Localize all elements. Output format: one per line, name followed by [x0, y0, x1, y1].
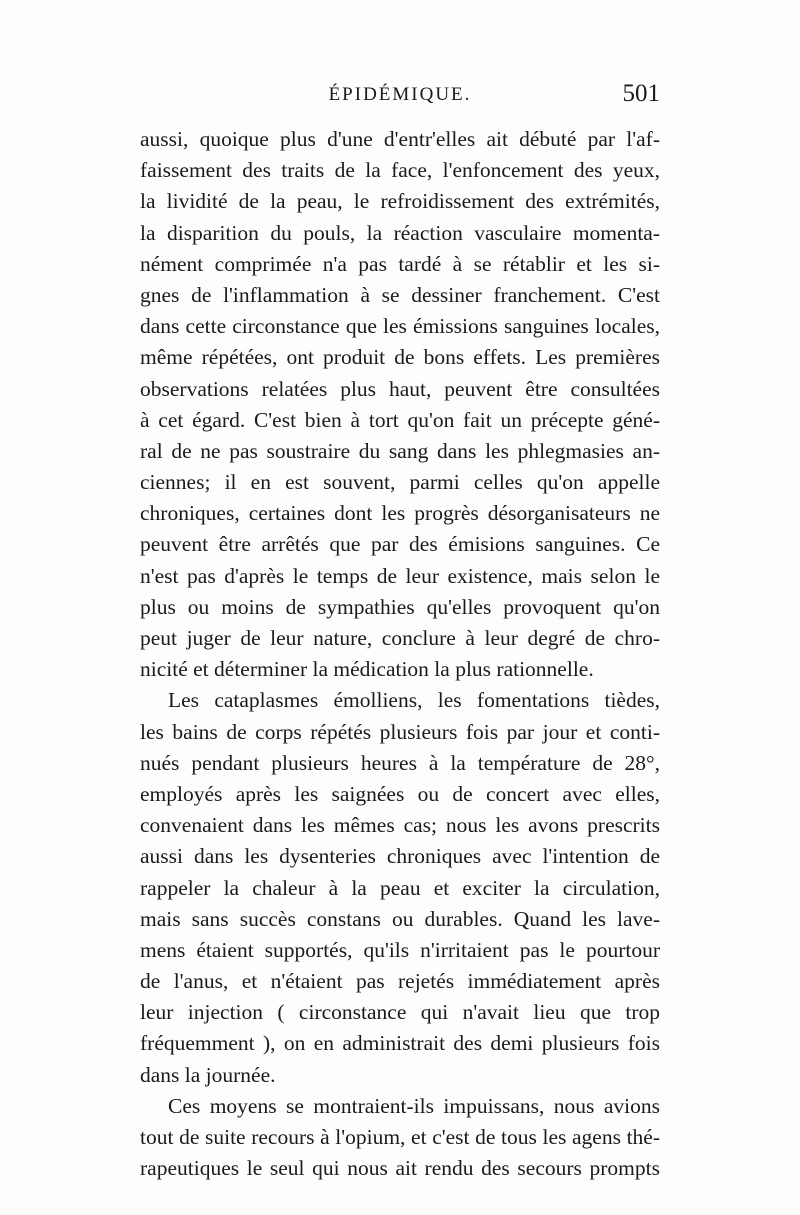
text-line: aussi dans les dysenteries chroniques avec l'intention de: [140, 844, 660, 869]
text-line: Les cataplasmes émolliens, les fomentations tièdes,: [168, 688, 660, 713]
paragraph-3: [140, 1091, 660, 1185]
text-line: Ces moyens se montraient-ils impuissans, nous avions: [168, 1093, 660, 1118]
text-line: nément comprimée n'a pas tardé à se rétablir et les si-: [140, 251, 660, 276]
text-line: mens étaient supportés, qu'ils n'irritaient pas le pourtour: [140, 937, 660, 962]
text-line: chroniques, certaines dont les progrès désorganisateurs ne: [140, 501, 660, 526]
text-line: même répétées, ont produit de bons effets. Les premières: [140, 345, 660, 370]
paragraph-1: [140, 124, 660, 685]
text-line: plus ou moins de sympathies qu'elles provoquent qu'on: [140, 594, 660, 619]
running-title: ÉPIDÉMIQUE.: [328, 84, 472, 105]
text-line: rapeutiques le seul qui nous ait rendu des secours prompts: [140, 1156, 660, 1181]
text-line: dans cette circonstance que les émissions sanguines locales,: [140, 314, 660, 339]
text-line: dans la journée.: [140, 1062, 276, 1087]
text-line: faissement des traits de la face, l'enfoncement des yeux,: [140, 158, 660, 183]
body-text: [140, 124, 660, 1184]
text-line: de l'anus, et n'étaient pas rejetés immédiatement après: [140, 969, 660, 994]
text-line: à cet égard. C'est bien à tort qu'on fait un précepte géné-: [140, 407, 660, 432]
text-line: nicité et déterminer la médication la plus rationnelle.: [140, 657, 594, 682]
text-line: gnes de l'inflammation à se dessiner franchement. C'est: [140, 282, 660, 307]
page-number: 501: [622, 80, 660, 107]
text-line: employés après les saignées ou de concert avec elles,: [140, 781, 660, 806]
text-line: nués pendant plusieurs heures à la température de 28°,: [140, 750, 660, 775]
text-line: n'est pas d'après le temps de leur existence, mais selon le: [140, 563, 660, 588]
text-line: leur injection ( circonstance qui n'avait lieu que trop: [140, 1000, 660, 1025]
text-line: ciennes; il en est souvent, parmi celles qu'on appelle: [140, 470, 660, 495]
text-line: les bains de corps répétés plusieurs fois par jour et conti-: [140, 719, 660, 744]
text-line: fréquemment ), on en administrait des demi plusieurs fois: [140, 1031, 660, 1056]
text-line: peut juger de leur nature, conclure à leur degré de chro-: [140, 626, 660, 650]
text-line: convenaient dans les mêmes cas; nous les avons prescrits: [140, 813, 660, 838]
text-line: peuvent être arrêtés que par des émisions sanguines. Ce: [140, 532, 660, 557]
text-line: aussi, quoique plus d'une d'entr'elles ait débuté par l'af-: [140, 127, 660, 151]
paragraph-2: [140, 685, 660, 1090]
text-line: la disparition du pouls, la réaction vasculaire momenta-: [140, 220, 660, 245]
text-line: observations relatées plus haut, peuvent être consultées: [140, 376, 660, 401]
running-head: [140, 80, 660, 114]
text-line: tout de suite recours à l'opium, et c'est de tous les agens thé-: [140, 1125, 660, 1149]
text-line: rappeler la chaleur à la peau et exciter la circulation,: [140, 875, 660, 900]
text-line: mais sans succès constans ou durables. Quand les lave-: [140, 906, 660, 931]
text-line: la lividité de la peau, le refroidissement des extrémités,: [140, 189, 660, 214]
text-line: ral de ne pas soustraire du sang dans les phlegmasies an-: [140, 438, 660, 463]
